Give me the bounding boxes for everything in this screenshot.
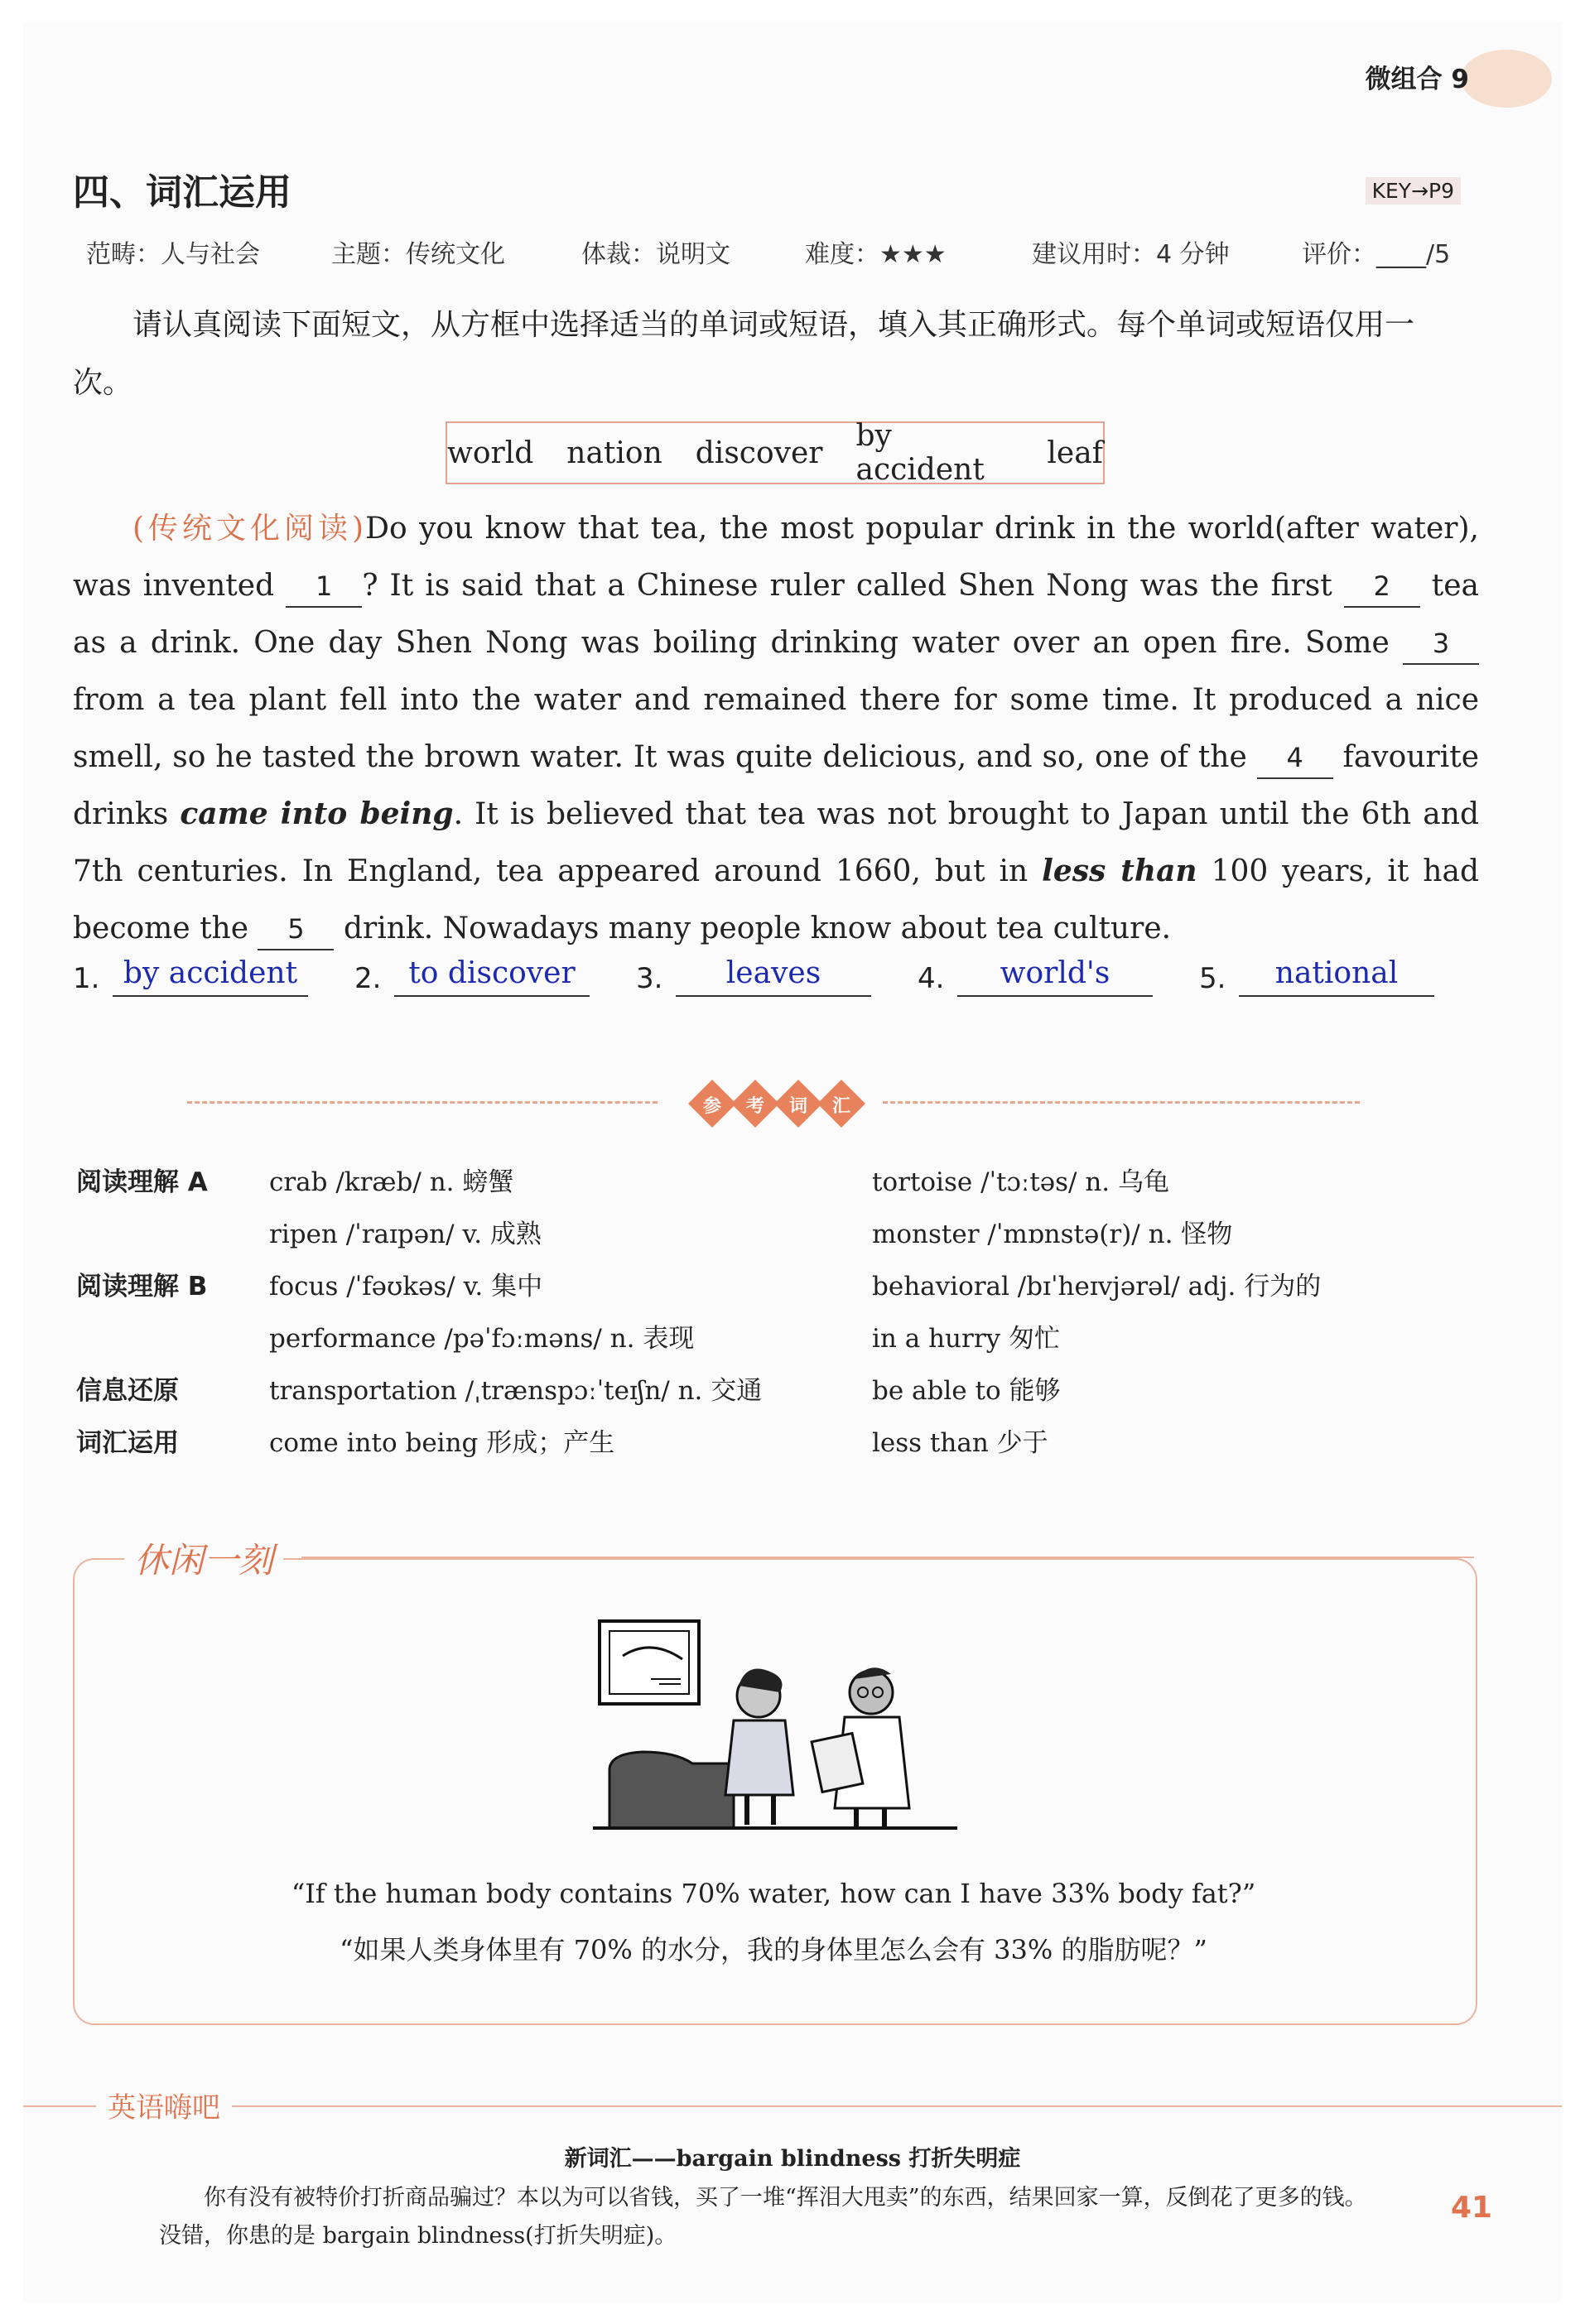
instruction: 请认真阅读下面短文，从方框中选择适当的单词或短语，填入其正确形式。每个单词或短语仅用一次。 [73,308,1415,400]
vocab-entry: behavioral /bɪˈheɪvjərəl/ adj. 行为的 [872,1272,1322,1302]
cartoon-illustration [593,1613,957,1861]
divider [23,2105,1562,2107]
passage-text: favourite drinks [73,740,1479,831]
answer-value: national [1239,952,1434,997]
word-option: nation [566,435,662,470]
blank-4: 4 [1257,738,1333,779]
vocab-title-badge [691,1083,862,1124]
vocab-entry: in a hurry 匆忙 [872,1324,1061,1354]
answer-key-ref: KEY→P9 [1366,177,1461,204]
vocab-entry: ripen /ˈraɪpən/ v. 成熟 [269,1220,542,1249]
answer-number: 5. [1199,962,1226,995]
vocab-entry: come into being 形成；产生 [269,1428,615,1458]
vocab-entry: tortoise /ˈtɔːtəs/ n. 乌龟 [872,1167,1169,1197]
header-decoration [1461,50,1552,108]
blank-5: 5 [258,909,334,950]
answer-value: world's [957,952,1153,997]
vocab-entry: less than 少于 [872,1428,1048,1458]
passage-text: drink. Nowadays many people know about tea culture. [343,912,1172,945]
vocab-section-head: 信息还原 [76,1376,179,1406]
new-word-heading: 新词汇——bargain blindness 打折失明症 [564,2146,1021,2172]
meta-score: 评价：____/5 [1302,240,1451,269]
blank-3: 3 [1403,623,1479,665]
vocab-entry: focus /ˈfəʊkəs/ v. 集中 [269,1272,543,1302]
blank-2: 2 [1344,566,1420,608]
vocab-section-head: 阅读理解 B [76,1272,208,1302]
passage-tag: (传统文化阅读) [132,512,366,546]
passage-text: . It is believed that tea was not brought to Japan until the 6th and 7th centuries. In England, tea appeared around 1660, but in [73,797,1479,888]
meta-time: 建议用时：4 分钟 [1032,240,1230,269]
word-option: world [447,435,534,470]
word-option: leaf [1047,435,1103,470]
divider [883,1101,1360,1104]
vocab-section-head: 词汇运用 [76,1428,179,1458]
word-box [446,419,1105,487]
unit-label: 微组合 9 [1365,65,1469,94]
answer-number: 2. [354,962,382,995]
word-option: by accident [855,419,985,487]
vocab-title-char: 词 [788,1095,808,1117]
reading-passage [73,500,1479,957]
cartoon-label: 休闲一刻 [124,1533,283,1583]
meta-difficulty: 难度：★★★ [805,240,947,269]
vocab-entry: transportation /ˌtrænspɔːˈteɪʃn/ n. 交通 [269,1376,763,1406]
passage-emphasis: came into being [180,796,454,831]
answer-number: 3. [636,962,663,995]
vocab-entry: crab /kræb/ n. 螃蟹 [269,1167,514,1197]
passage-text: tea as a drink. One day Shen Nong was boiling drinking water over an open fire. Some [73,569,1480,660]
vocab-entry: performance /pəˈfɔːməns/ n. 表现 [269,1324,695,1354]
answer-value: by accident [113,952,308,997]
footer-title: 英语嗨吧 [96,2085,232,2125]
passage-text: ? It is said that a Chinese ruler called Shen Nong was the first [362,569,1332,603]
blank-1: 1 [286,566,362,608]
page-number: 41 [1451,2191,1493,2225]
meta-theme: 主题：传统文化 [331,240,505,269]
meta-genre: 体裁：说明文 [581,240,730,269]
vocab-entry: be able to 能够 [872,1376,1061,1406]
footer-text: 你有没有被特价打折商品骗过？本以为可以省钱，买了一堆“挥泪大甩卖”的东西，结果回家一算，反倒花了更多的钱。没错，你患的是 bargain blindness(打折失明症)。 [159,2185,1367,2249]
passage-text: 100 years, it had become the [73,854,1479,945]
passage-text: Do you know that tea, the most popular drink in the world(after water), was invented [73,512,1480,603]
passage-text: from a tea plant fell into the water and remained there for some time. It produced a nice smell, so he tasted the brown water. It was quite delicious, and so, one of the [73,683,1479,774]
meta-scope: 范畴：人与社会 [86,240,260,269]
divider [187,1101,658,1104]
passage-emphasis: less than [1042,854,1197,888]
divider [301,1557,1474,1558]
vocab-title-char: 汇 [831,1095,851,1117]
answer-number: 1. [73,962,100,995]
answer-value: leaves [676,952,871,997]
vocab-title-char: 参 [702,1095,722,1117]
vocab-section-head: 阅读理解 A [76,1167,208,1197]
section-title: 四、词汇运用 [73,171,291,214]
cartoon-caption-zh: “如果人类身体里有 70% 的水分，我的身体里怎么会有 33% 的脂肪呢？” [340,1934,1207,1966]
word-option: discover [695,435,823,470]
vocab-entry: monster /ˈmɒnstə(r)/ n. 怪物 [872,1220,1233,1249]
answer-number: 4. [918,962,945,995]
answer-value: to discover [394,952,590,997]
vocab-title-char: 考 [745,1095,765,1117]
answer-row [73,952,1481,1018]
cartoon-caption-en: “If the human body contains 70% water, how can I have 33% body fat?” [291,1878,1256,1909]
